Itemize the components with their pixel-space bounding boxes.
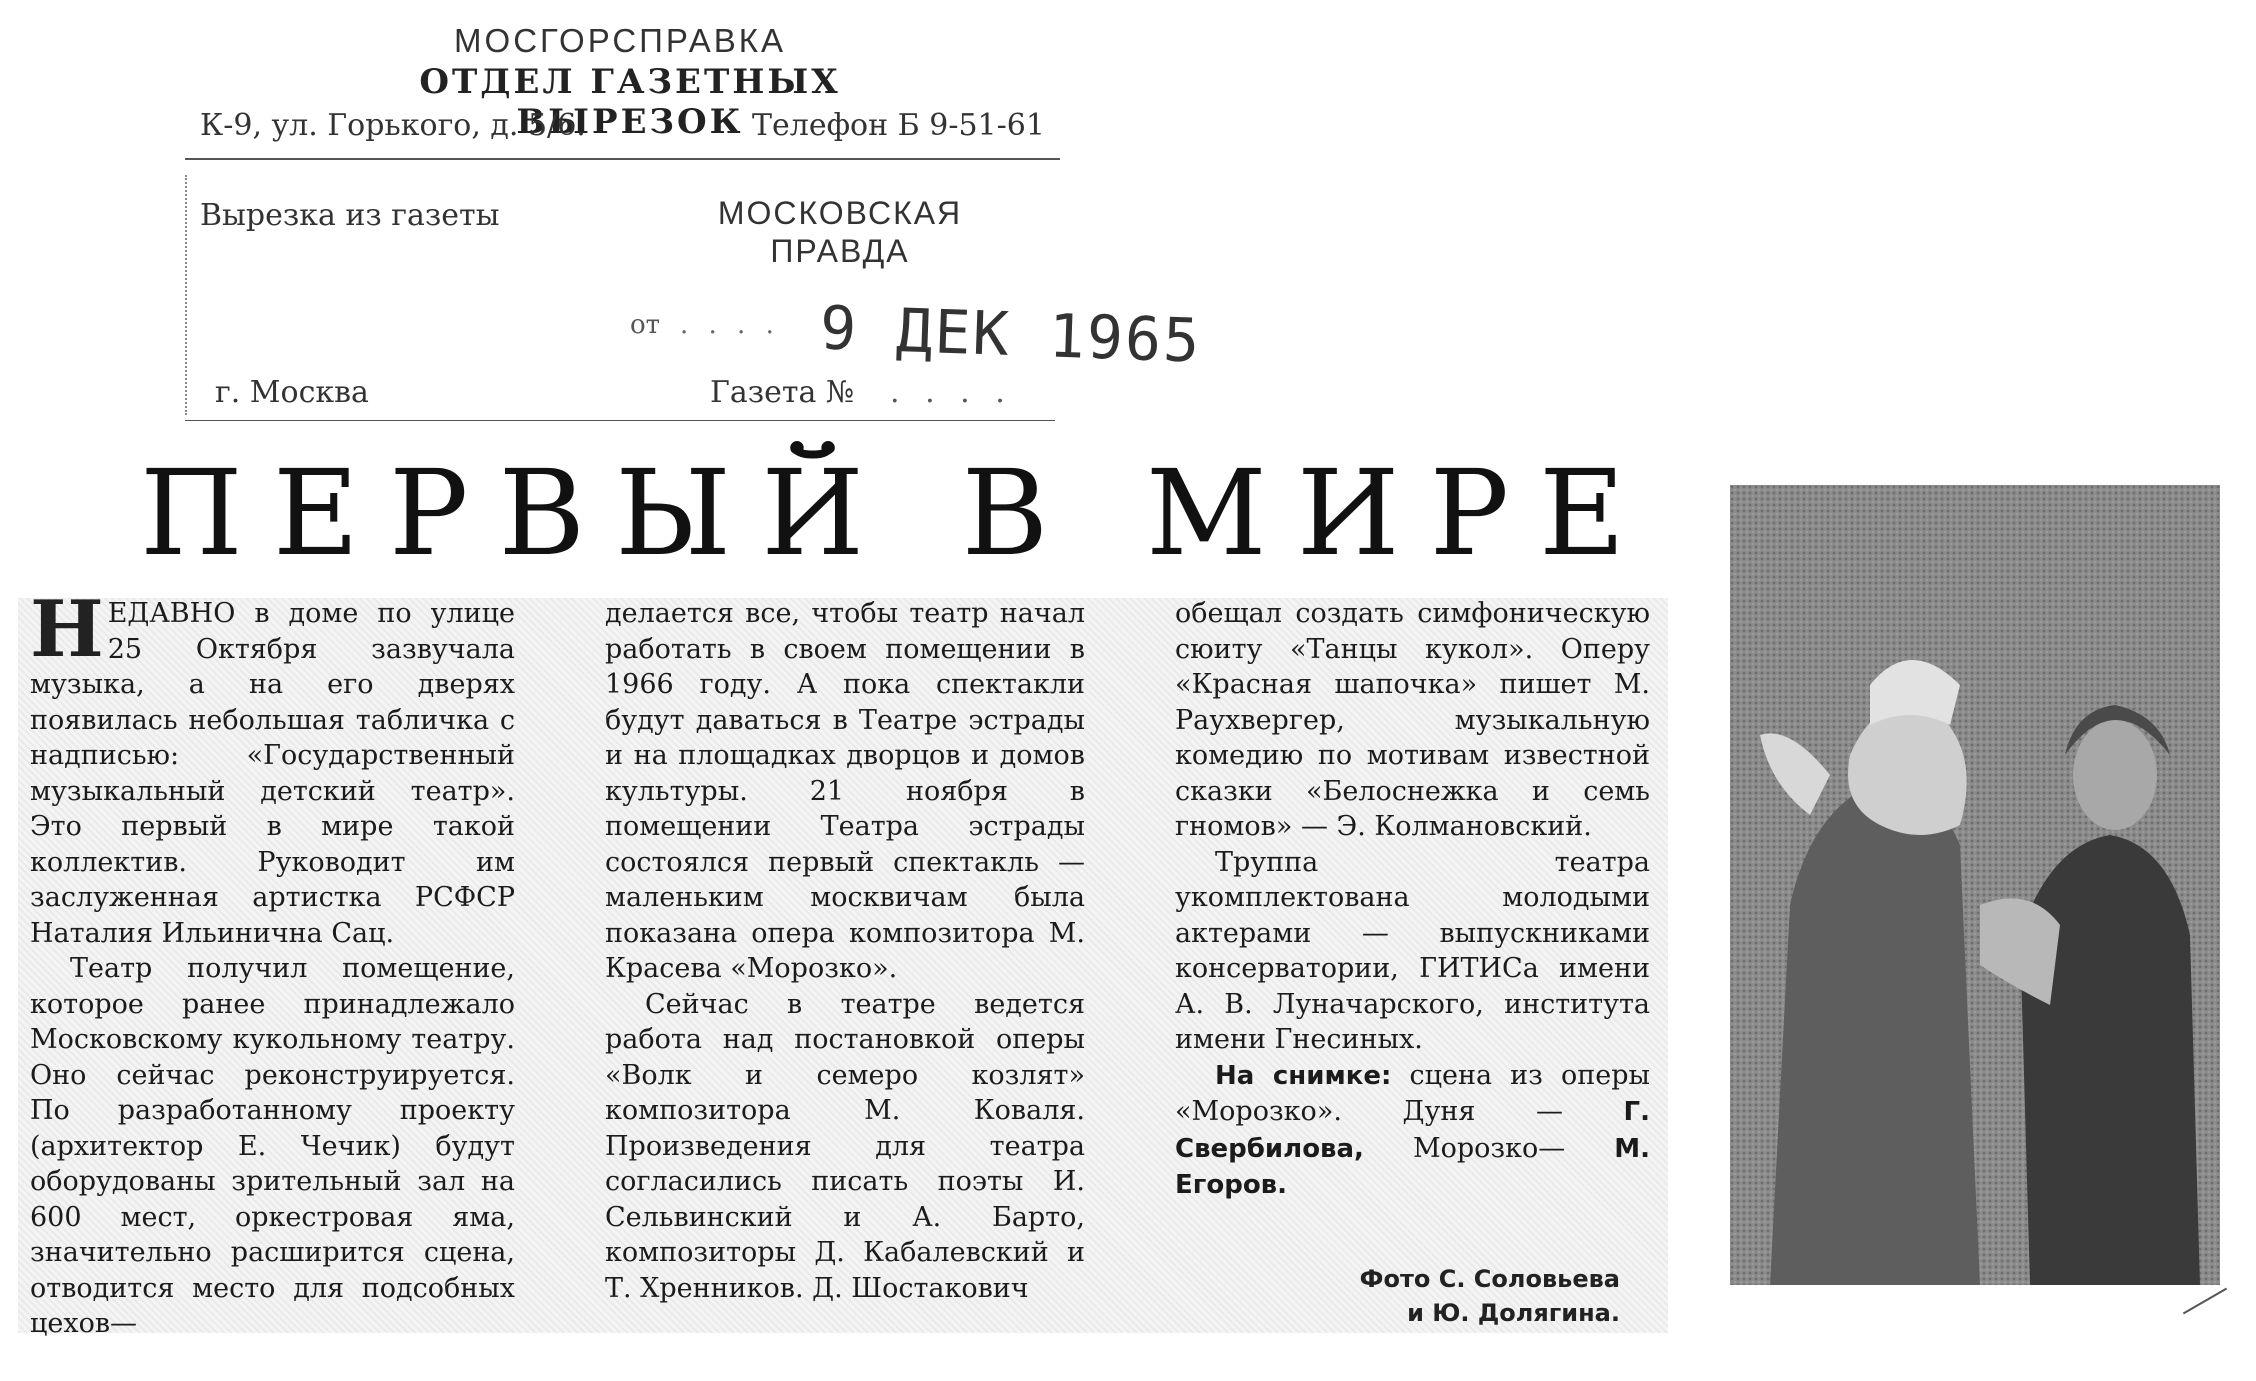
- newspaper-name-line1: МОСКОВСКАЯ: [717, 195, 963, 231]
- photo-scene-illustration: [1730, 485, 2220, 1285]
- from-label: от: [630, 310, 661, 340]
- paragraph: Труппа театра укомплектована молодыми актерами — выпускниками консерватории, ГИТИСа имени А. В. Луначарского, института имени Гнесиных.: [1175, 846, 1650, 1055]
- caption-lead: На снимке:: [1215, 1060, 1392, 1091]
- city-label: г. Москва: [215, 375, 369, 410]
- caption-name-1: Г. Свербилова,: [1175, 1097, 1650, 1164]
- stamp-department: ОТДЕЛ ГАЗЕТНЫХ ВЫРЕЗОК: [419, 62, 841, 142]
- article-column-3: [1175, 596, 1650, 1204]
- stamp-phone: Телефон Б 9-51-61: [752, 108, 1045, 143]
- article-column-2: [605, 596, 1085, 1306]
- paragraph: обещал создать симфоническую сюиту «Танцы кукол». Оперу «Красная шапочка» пишет М. Раухвергер, музыкальную комедию по мотивам известной сказки «Белоснежка и семь гномов» — Э. Колмановский.: [1175, 598, 1650, 842]
- clipping-label: Вырезка из газеты: [200, 198, 500, 233]
- paragraph: [30, 584, 515, 951]
- caption-name-2: М. Егоров.: [1175, 1133, 1650, 1200]
- paragraph: Сейчас в театре ведется работа над постановкой оперы «Волк и семеро козлят» композитора М. Коваля. Произведения для театра согласились писать поэты И. Сельвинский и А. Барто, композиторы Д. Кабалевский и Т. Хренников. Д. Шостакович: [605, 988, 1085, 1304]
- issue-dots: . . . .: [890, 375, 1013, 410]
- stamp-org: МОСГОРСПРАВКА: [454, 22, 786, 59]
- dotted-margin: [185, 175, 188, 415]
- stamp-address: К-9, ул. Горького, д. 5/6.: [200, 108, 586, 143]
- article-column-1: [30, 584, 515, 1342]
- article-photo: [1730, 485, 2220, 1285]
- paragraph-text: ЕДАВНО в доме по улице 25 Октября зазвучала музыка, а на его дверях появилась небольшая табличка с надписью: «Государственный музыкальный детский театр». Это первый в мире такой коллектив. Руководит им заслуженная артистка РСФСР Наталия Ильинична Сац.: [30, 598, 515, 949]
- paragraph: Театр получил помещение, которое ранее принадлежало Московскому кукольному театру. Оно сейчас реконструируется. По разработанному проекту (архитектор Е. Чечик) будут оборудованы зрительный зал на 600 мест, оркестровая яма, значительно расширится сцена, отводится место для подсобных цехов—: [30, 953, 515, 1339]
- photo-credit-line-2: и Ю. Долягина.: [1407, 1299, 1620, 1327]
- caption-text: сцена из оперы «Морозко». Дуня —: [1175, 1059, 1650, 1127]
- article-headline: ПЕРВЫЙ В МИРЕ: [140, 444, 1656, 582]
- header-divider: [185, 158, 1060, 160]
- figure-dunya-body: [2020, 835, 2200, 1285]
- paragraph: делается все, чтобы театр начал работать в своем помещении в 1966 году. А пока спектакли будут даваться в Театре эстрады и на площадках дворцов и домов культуры. 21 ноября в помещении Театра эстрады состоялся первый спектакль — маленьким москвичам была показана опера композитора М. Красева «Морозко».: [605, 598, 1085, 984]
- stamp-bottom-rule: [185, 420, 1055, 421]
- newspaper-name-line2: ПРАВДА: [770, 233, 910, 269]
- newspaper-name: [650, 194, 1030, 270]
- figure-dunya-face: [2073, 720, 2157, 830]
- from-dots: . . . .: [680, 310, 780, 340]
- photo-caption: [1175, 1058, 1650, 1204]
- photo-corner-mark: [2183, 1288, 2227, 1315]
- photo-credit: [1300, 1262, 1620, 1330]
- drop-cap: Н: [30, 584, 104, 675]
- date-stamp: 9 ДЕК 1965: [818, 293, 1203, 377]
- caption-role-2: Морозко—: [1412, 1132, 1566, 1164]
- photo-credit-line-1: Фото С. Соловьева: [1359, 1265, 1620, 1293]
- issue-label: Газета №: [710, 375, 855, 410]
